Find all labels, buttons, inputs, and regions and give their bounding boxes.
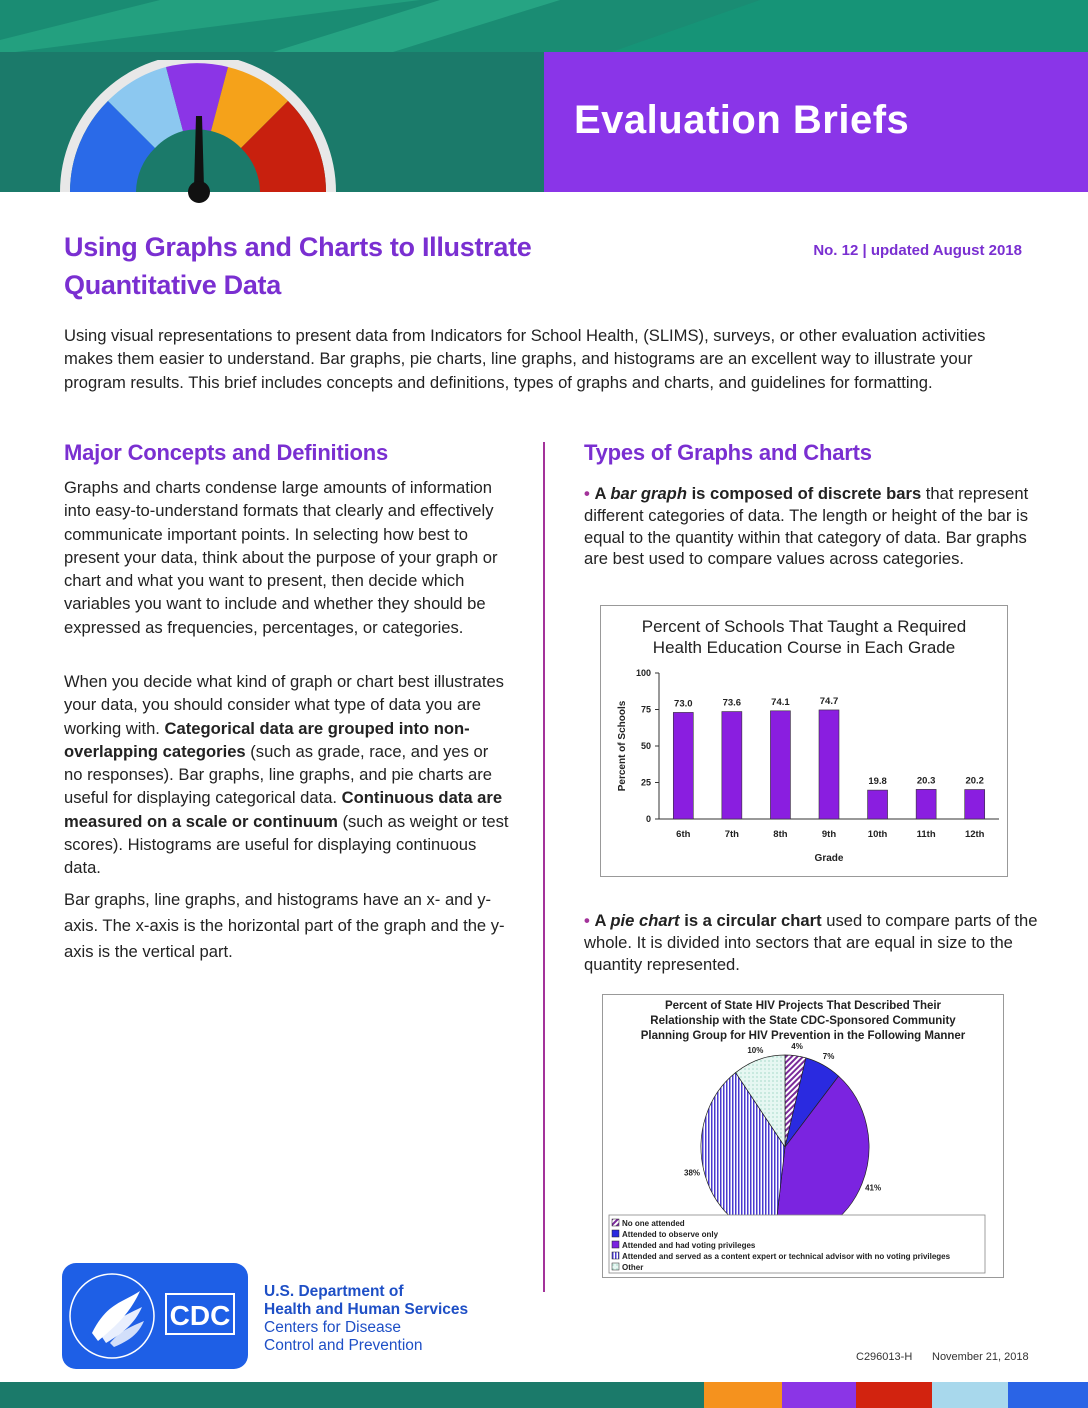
x-tick-label: 12th <box>964 829 985 840</box>
document-date: November 21, 2018 <box>932 1351 1029 1363</box>
b1-d: that represent different categories of data. The length or height of the bar is equal to the quantity within that category of data. Bar graphs are best used to compare values across categories. <box>584 484 1029 569</box>
x-axis-label: Grade <box>814 853 844 864</box>
y-tick-label: 0 <box>645 814 651 824</box>
pie-slice-label: 10% <box>747 1045 764 1055</box>
x-tick-label: 10th <box>867 829 888 840</box>
bar-value-label: 74.7 <box>819 695 839 707</box>
bar-chart <box>600 605 1008 877</box>
bar-10th <box>868 790 888 819</box>
bar-chart-svg <box>601 606 1007 876</box>
footer-segment-blue <box>1008 1382 1088 1408</box>
p2-text-e: (such as weight or test scores). Histograms are useful for displaying continuous data. <box>64 811 509 878</box>
y-axis-label: Percent of Schools <box>617 700 628 792</box>
pie-chart-title-1: Percent of State HIV Projects That Described Their <box>664 1000 942 1012</box>
document-title <box>64 228 584 304</box>
pie-slice-label: 7% <box>822 1052 835 1062</box>
bar-8th <box>770 711 790 819</box>
b2-term: pie chart <box>610 911 680 930</box>
y-tick-label: 50 <box>640 741 651 751</box>
b1-c: is composed of discrete bars <box>686 484 922 503</box>
x-tick-label: 9th <box>821 829 837 840</box>
title-line-2: Quantitative Data <box>64 270 281 300</box>
issue-number: No. 12 | updated August 2018 <box>813 242 1022 259</box>
x-tick-label: 11th <box>916 829 936 840</box>
hhs-cdc-logo <box>62 1263 248 1369</box>
p2-bold-categorical: Categorical data are grouped into non-overlapping categories <box>64 718 470 761</box>
b1-a: A <box>594 484 611 503</box>
legend-swatch <box>612 1241 619 1248</box>
x-tick-label: 6th <box>676 829 691 840</box>
x-tick-label: 8th <box>773 829 788 840</box>
bar-value-label: 73.0 <box>674 698 693 710</box>
bullet-dot: • <box>584 484 590 503</box>
bullet-dot: • <box>584 911 590 930</box>
intro-paragraph: Using visual representations to present data from Indicators for School Health, (SLIMS), surveys, or other evaluation activities makes them easier to understand. Bar graphs, pie charts, line graphs, and histograms are an excellent way to illustrate your program results. This brief includes concepts and definitions, types of graphs and charts, and guidelines for formatting. <box>64 326 986 392</box>
section-heading-concepts: Major Concepts and Definitions <box>64 440 389 465</box>
y-tick-label: 25 <box>640 777 651 788</box>
bar-11th <box>916 789 936 819</box>
header-stripes <box>0 0 1088 56</box>
cdc-line-1: Centers for Disease <box>264 1319 401 1336</box>
bar-chart-title-1: Percent of Schools That Taught a Required <box>641 617 967 636</box>
pie-chart-title-3: Planning Group for HIV Prevention in the Following Manner <box>640 1030 966 1042</box>
pie-chart-title-2: Relationship with the State CDC-Sponsored Community <box>650 1015 956 1027</box>
legend-swatch <box>612 1263 619 1270</box>
logo-icon <box>62 1263 248 1369</box>
column-divider <box>543 442 545 1292</box>
b2-d: used to compare parts of the whole. It is divided into sectors that are equal in size to the quantity represented. <box>584 911 1038 974</box>
legend-swatch <box>612 1219 619 1226</box>
bar-value-label: 20.3 <box>916 775 936 787</box>
bar-7th <box>722 712 742 819</box>
footer-segment-orange <box>704 1382 782 1408</box>
bar-value-label: 73.6 <box>722 697 742 709</box>
legend-swatch <box>612 1252 619 1259</box>
legend-label: Attended and served as a content expert or technical advisor with no voting privileges <box>622 1252 951 1261</box>
gauge-icon <box>40 60 350 210</box>
header-top-band <box>0 0 1088 56</box>
bullet-pie-chart <box>584 910 1040 975</box>
bar-chart-title-2: Health Education Course in Each Grade <box>652 638 956 657</box>
b2-c: is a circular chart <box>679 911 822 930</box>
legend-label: Attended and had voting privileges <box>622 1241 756 1250</box>
document-code: C296013-H <box>856 1351 913 1363</box>
p2-text-c: (such as grade, race, and yes or no responses). Bar graphs, line graphs, and pie charts are useful for displaying categorical data. <box>64 741 492 808</box>
footer-segment-purple <box>782 1382 856 1408</box>
footer-segment-lightblue <box>932 1382 1008 1408</box>
bar-12th <box>965 790 985 819</box>
cdc-line-2: Control and Prevention <box>264 1337 423 1354</box>
y-tick-label: 100 <box>635 668 651 678</box>
pie-slice-label: 41% <box>865 1183 882 1193</box>
bar-value-label: 74.1 <box>771 696 790 708</box>
brand-title: Evaluation Briefs <box>574 98 910 142</box>
b1-term: bar graph <box>610 484 687 503</box>
pie-slice-label: 38% <box>684 1168 701 1178</box>
legend-label: Other <box>622 1263 644 1272</box>
bar-value-label: 19.8 <box>868 776 887 788</box>
pie-chart-svg <box>603 995 1003 1277</box>
cdc-logo-text: CDC <box>169 1300 231 1331</box>
bullet-bar-graph <box>584 483 1030 570</box>
y-tick-label: 75 <box>640 704 651 715</box>
concepts-paragraph-1: Graphs and charts condense large amounts of information into easy-to-understand formats that clearly and effectively communicate important points. In selecting how best to present your data, think about the purpose of your graph or chart and what you want to present, then decide which variables you want to include and whether they should be expressed as frequencies, percentages, or categories. <box>64 478 498 637</box>
p2-text-a: When you decide what kind of graph or chart best illustrates your data, you should consider what type of data you are working with. <box>64 672 504 738</box>
p2-bold-continuous: Continuous data are measured on a scale or continuum <box>64 788 503 831</box>
section-heading-types: Types of Graphs and Charts <box>584 440 872 465</box>
b2-a: A <box>594 911 611 930</box>
hhs-line-2: Health and Human Services <box>264 1301 469 1318</box>
hhs-line-1: U.S. Department of <box>264 1283 404 1300</box>
bar-9th <box>819 710 839 819</box>
pie-legend <box>609 1215 985 1273</box>
legend-label: Attended to observe only <box>622 1230 719 1239</box>
bar-value-label: 20.2 <box>965 775 984 787</box>
x-tick-label: 7th <box>724 829 739 840</box>
title-line-1: Using Graphs and Charts to Illustrate <box>64 232 532 262</box>
pie-chart <box>602 994 1004 1278</box>
footer-segment-red <box>856 1382 932 1408</box>
legend-label: No one attended <box>622 1219 685 1228</box>
concepts-paragraph-3: Bar graphs, line graphs, and histograms have an x- and y-axis. The x-axis is the horizontal part of the graph and the y-axis is the vertical part. <box>64 890 505 961</box>
bar-6th <box>673 712 693 819</box>
pie-slice-label: 4% <box>791 1041 803 1051</box>
concepts-paragraph-2 <box>64 670 510 880</box>
legend-swatch <box>612 1230 619 1237</box>
